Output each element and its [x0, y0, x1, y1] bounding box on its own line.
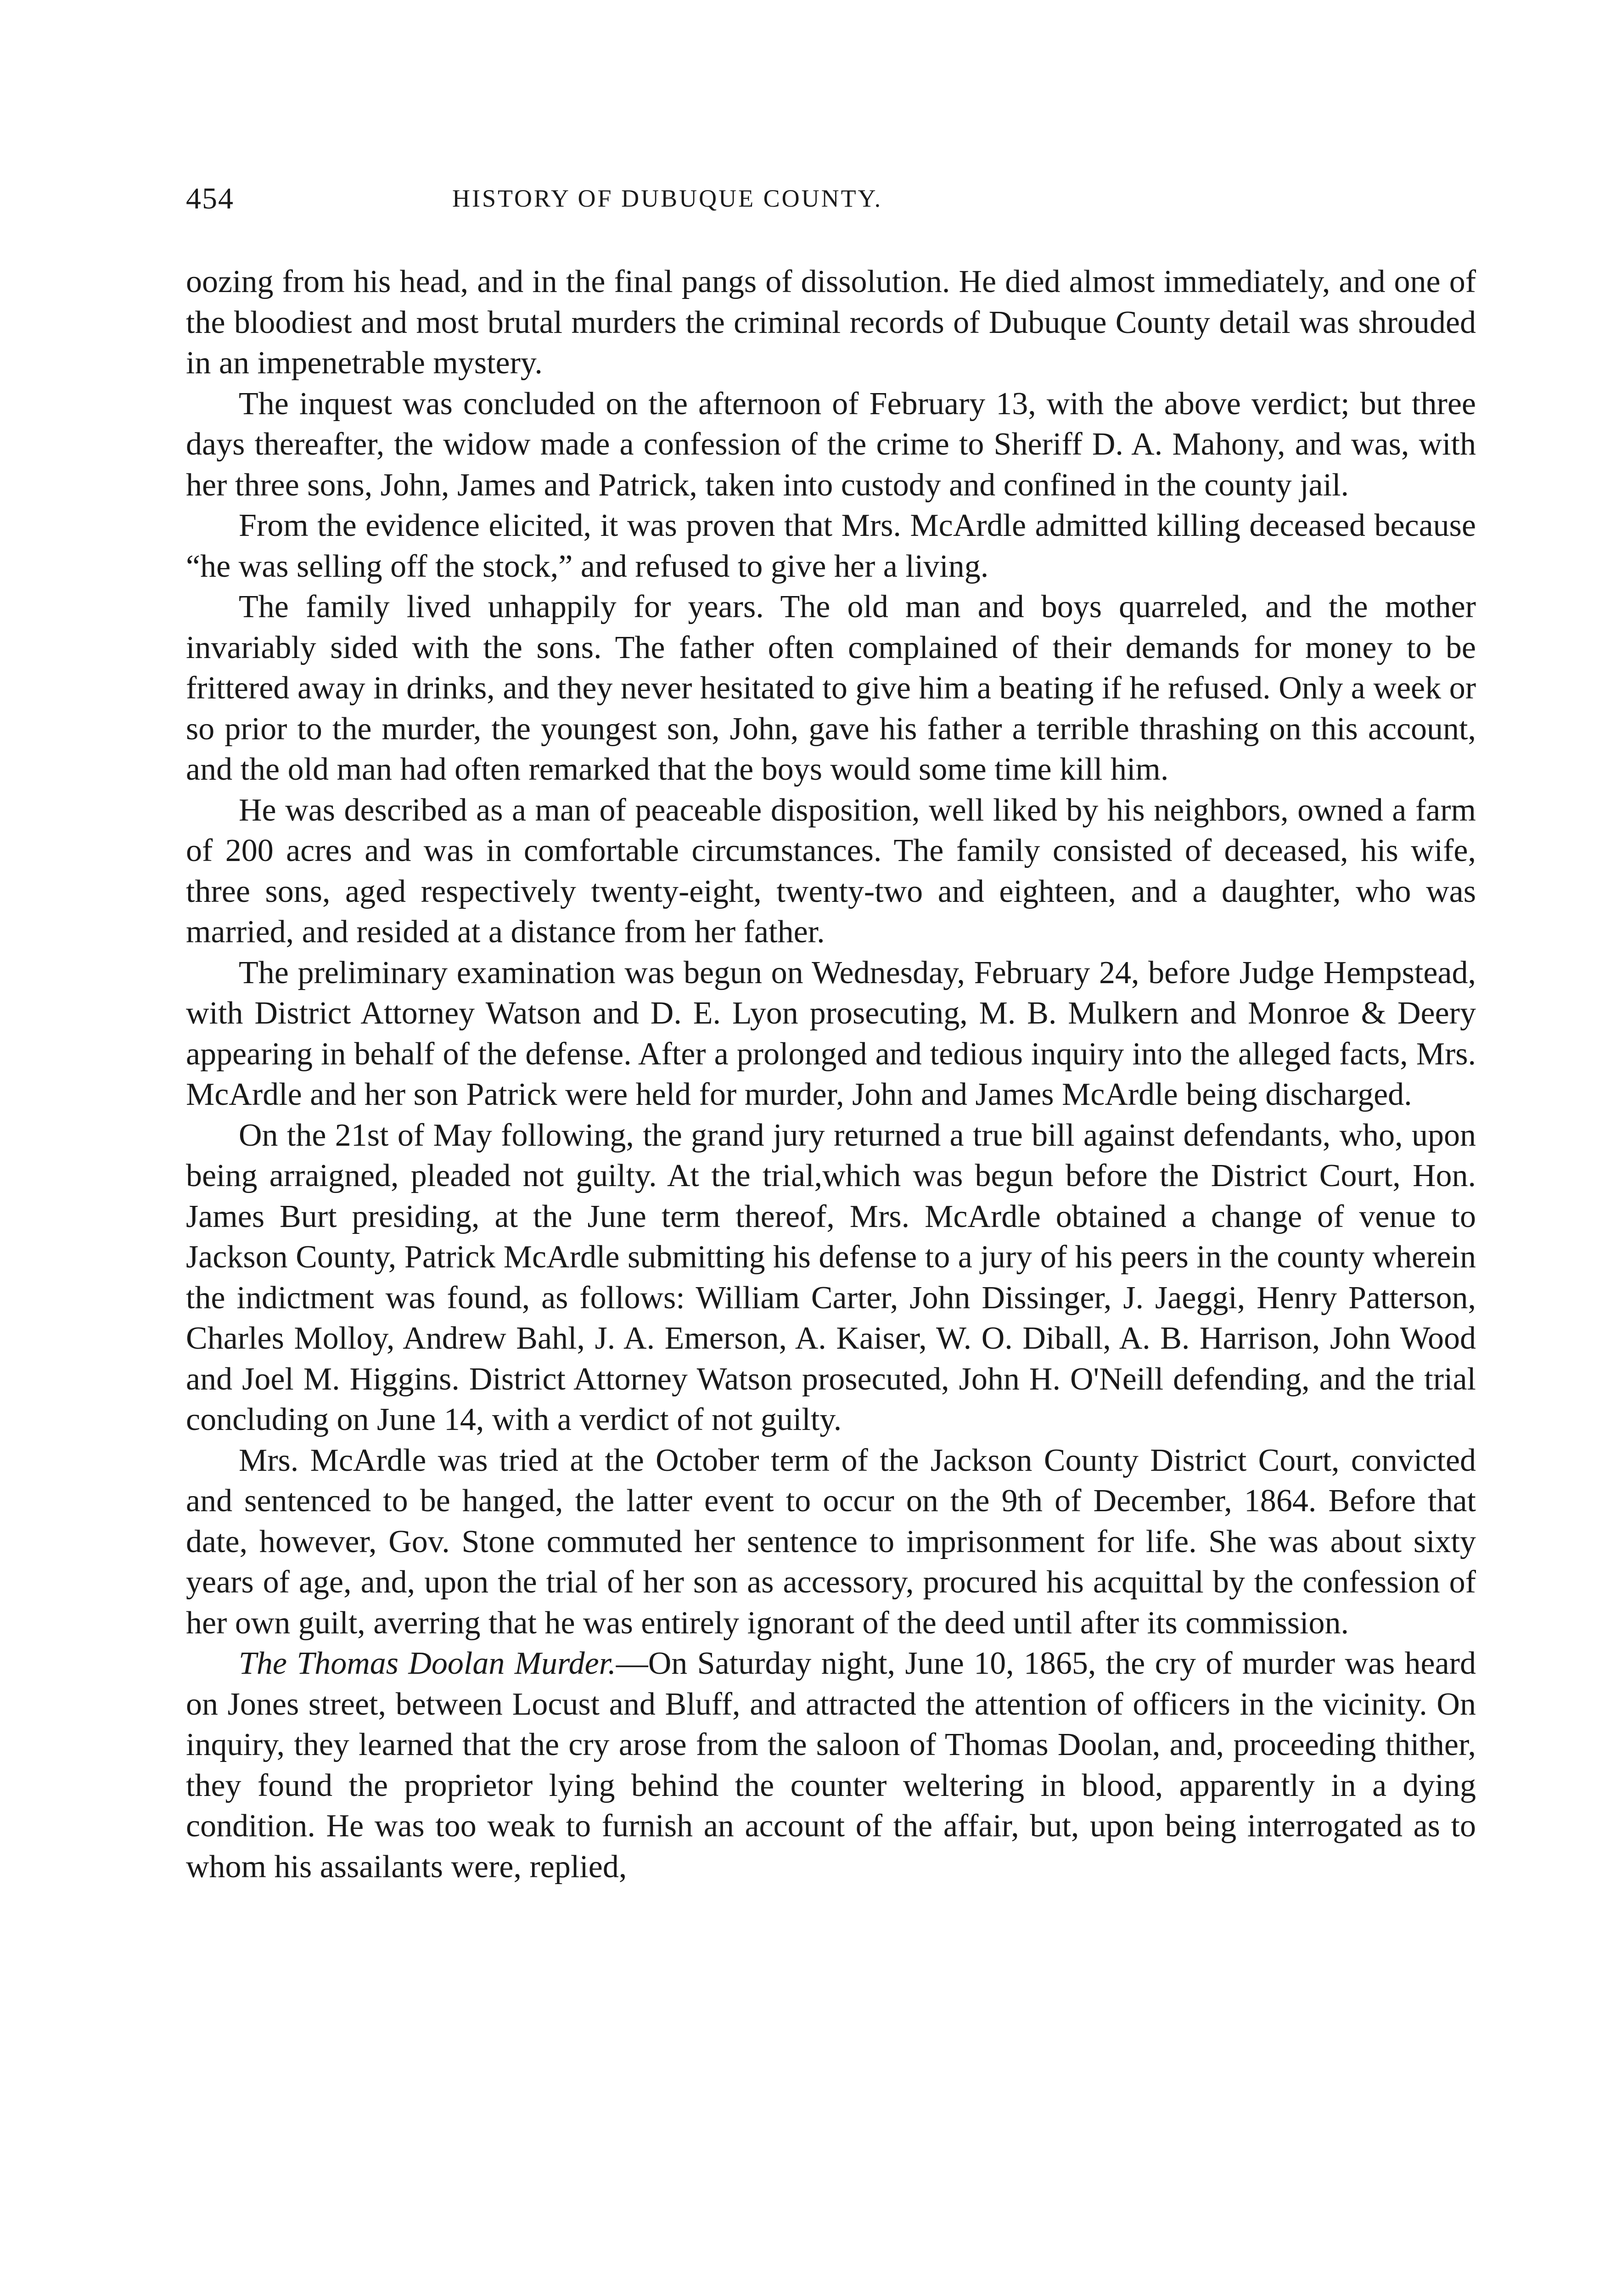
paragraph-6: The preliminary examination was begun on Wednesday, February 24, before Judge Hempstead, with District Attorney Watson and D. E. Lyon prosecuting, M. B. Mulkern and Monroe & Deery appearing in behalf of the defense. After a prolonged and tedious inquiry into the alleged facts, Mrs. McArdle and her son Patrick were held for murder, John and James McArdle being discharged. — [186, 955, 1476, 1112]
paragraph-3: From the evidence elicited, it was proven that Mrs. McArdle admitted killing deceased because “he was selling off the stock,” and refused to give her a living. — [186, 508, 1476, 584]
section-heading-doolan-murder: The Thomas Doolan Murder. — [239, 1646, 616, 1681]
paragraph-5: He was described as a man of peaceable disposition, well liked by his neighbors, owned a farm of 200 acres and was in comfortable circumstances. The family consisted of deceased, his wife, three sons, aged respectively twenty-eight, twenty-two and eighteen, and a daughter, who was married, and resided at a distance from her father. — [186, 792, 1476, 950]
running-title: HISTORY OF DUBUQUE COUNTY. — [452, 185, 883, 212]
paragraph-4: The family lived unhappily for years. The old man and boys quarreled, and the mother invariably sided with the sons. The father often complained of their demands for money to be frittered away in drinks, and they never hesitated to give him a beating if he refused. Only a week or so prior to the murder, the youngest son, John, gave his father a terrible thrashing on this account, and the old man had often remarked that the boys would some time kill him. — [186, 589, 1476, 787]
page-number: 454 — [186, 182, 234, 215]
paragraph-8: Mrs. McArdle was tried at the October term of the Jackson County District Court, convicted and sentenced to be hanged, the latter event to occur on the 9th of December, 1864. Before that date, however, Gov. Stone commuted her sentence to imprisonment for life. She was about sixty years of age, and, upon the trial of her son as accessory, procured his acquittal by the confession of her own guilt, averring that he was entirely ignorant of the deed until after its commission. — [186, 1442, 1476, 1641]
paragraph-9-text: —On Saturday night, June 10, 1865, the cry of murder was heard on Jones street, between Locust and Bluff, and attracted the attention of officers in the vicinity. On inquiry, they learned that the cry arose from the saloon of Thomas Doolan, and, proceeding thither, they found the proprietor lying behind the counter weltering in blood, apparently in a dying condition. He was too weak to furnish an account of the affair, but, upon being interrogated as to whom his assailants were, replied, — [186, 1646, 1476, 1885]
paragraph-9 — [186, 1643, 1476, 1887]
paragraph-1: oozing from his head, and in the final pangs of dissolution. He died almost immediately, and one of the bloodiest and most brutal murders the criminal records of Dubuque County detail was shrouded in an impenetrable mystery. — [186, 264, 1476, 381]
running-head — [186, 181, 1471, 218]
body-text — [186, 262, 1476, 1887]
paragraph-2: The inquest was concluded on the afternoon of February 13, with the above verdict; but three days thereafter, the widow made a confession of the crime to Sheriff D. A. Mahony, and was, with her three sons, John, James and Patrick, taken into custody and confined in the county jail. — [186, 386, 1476, 503]
paragraph-7: On the 21st of May following, the grand jury returned a true bill against defendants, who, upon being arraigned, pleaded not guilty. At the trial,which was begun before the District Court, Hon. James Burt presiding, at the June term thereof, Mrs. McArdle obtained a change of venue to Jackson County, Patrick McArdle submitting his defense to a jury of his peers in the county wherein the indictment was found, as follows: William Carter, John Dissinger, J. Jaeggi, Henry Patterson, Charles Molloy, Andrew Bahl, J. A. Emerson, A. Kaiser, W. O. Diball, A. B. Harrison, John Wood and Joel M. Higgins. District Attorney Watson prosecuted, John H. O'Neill defending, and the trial concluding on June 14, with a verdict of not guilty. — [186, 1117, 1476, 1437]
